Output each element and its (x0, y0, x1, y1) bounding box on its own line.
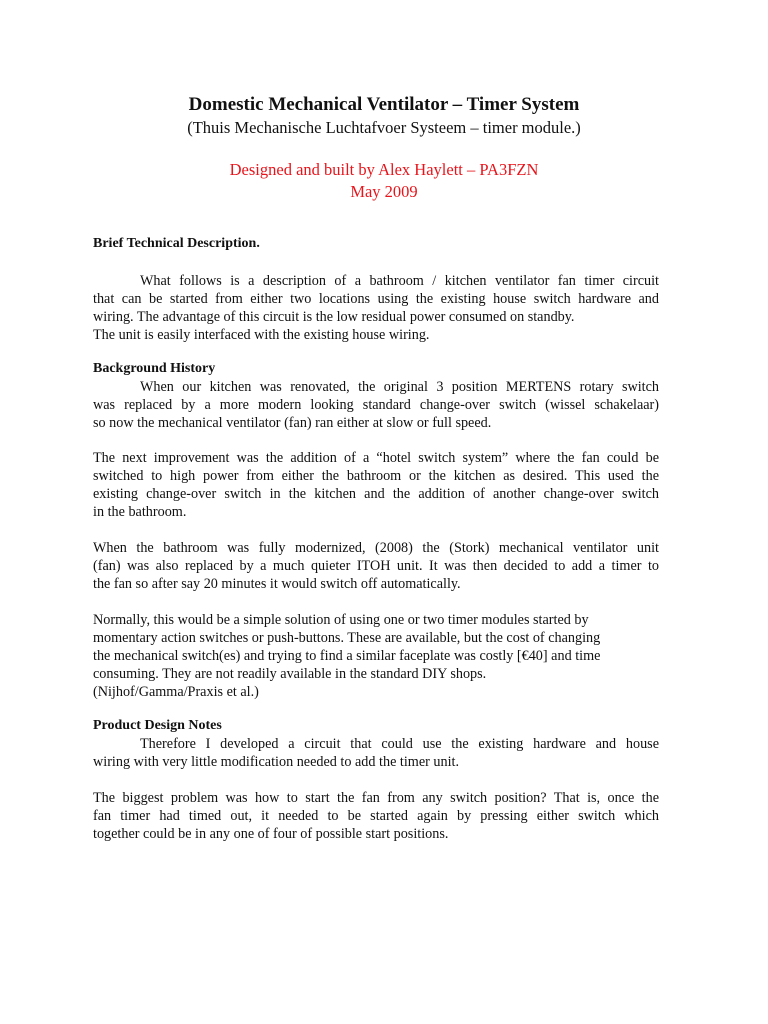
section-heading-brief: Brief Technical Description. (93, 236, 260, 251)
paragraph-line: Normally, this would be a simple solution of using one or two timer modules started by (93, 612, 589, 628)
paragraph-line: momentary action switches or push-buttons. These are available, but the cost of changing (93, 630, 601, 646)
paragraph-line: (fan) was also replaced by a much quieter ITOH unit. It was then decided to add a timer to (93, 558, 659, 574)
paragraph-line: The biggest problem was how to start the fan from any switch position? That is, once the (93, 790, 659, 806)
paragraph-line: the mechanical switch(es) and trying to find a similar faceplate was costly [€40] and time (93, 648, 601, 664)
paragraph-line: consuming. They are not readily available in the standard DIY shops. (93, 666, 487, 682)
paragraph-line: together could be in any one of four of possible start positions. (93, 826, 449, 842)
paragraph-line: What follows is a description of a bathroom / kitchen ventilator fan timer circuit (140, 273, 659, 289)
paragraph-line: that can be started from either two locations using the existing house switch hardware and (93, 291, 659, 307)
document-title: Domestic Mechanical Ventilator – Timer System (188, 94, 580, 115)
paragraph-line: wiring with very little modification needed to add the timer unit. (93, 754, 460, 770)
paragraph-line: fan timer had timed out, it needed to be started again by pressing either switch which (93, 808, 659, 824)
paragraph-line: so now the mechanical ventilator (fan) ran either at slow or full speed. (93, 415, 492, 431)
document-date: May 2009 (350, 182, 418, 201)
paragraph-line: in the bathroom. (93, 504, 187, 520)
paragraph-line: Therefore I developed a circuit that could use the existing hardware and house (140, 736, 659, 752)
paragraph-line: When the bathroom was fully modernized, (2008) the (Stork) mechanical ventilator unit (93, 540, 659, 556)
paragraph-line: existing change-over switch in the kitchen and the addition of another change-over switch (93, 486, 659, 502)
paragraph-line: wiring. The advantage of this circuit is the low residual power consumed on standby. (93, 309, 575, 325)
paragraph-line: was replaced by a more modern looking standard change-over switch (wissel schakelaar) (93, 397, 659, 413)
designer-credit: Designed and built by Alex Haylett – PA3FZN (229, 160, 539, 179)
section-heading-design: Product Design Notes (93, 718, 222, 733)
paragraph-line: The unit is easily interfaced with the existing house wiring. (93, 327, 430, 343)
document-subtitle: (Thuis Mechanische Luchtafvoer Systeem – timer module.) (187, 118, 581, 137)
paragraph-line: (Nijhof/Gamma/Praxis et al.) (93, 684, 259, 700)
paragraph-line: the fan so after say 20 minutes it would switch off automatically. (93, 576, 461, 592)
paragraph-line: The next improvement was the addition of a “hotel switch system” where the fan could be (93, 450, 659, 466)
paragraph-line: switched to high power from either the bathroom or the kitchen as desired. This used the (93, 468, 659, 484)
paragraph-line: When our kitchen was renovated, the original 3 position MERTENS rotary switch (140, 379, 659, 395)
section-heading-background: Background History (93, 361, 216, 376)
